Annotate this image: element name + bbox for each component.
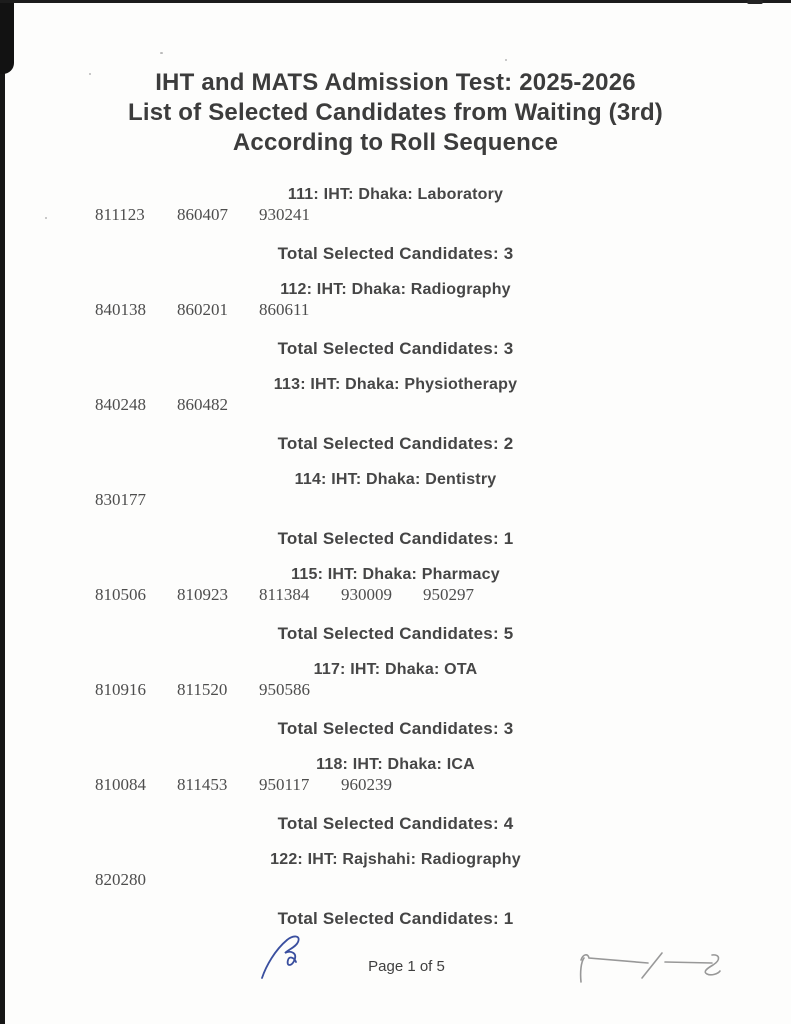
roll-number-row (0, 205, 791, 225)
scan-corner-top-left (0, 0, 14, 74)
title-line-3: According to Roll Sequence (232, 129, 559, 156)
roll-number: 840248 (95, 395, 146, 414)
section-heading: 111: IHT: Dhaka: Laboratory (287, 186, 504, 203)
section-111-laboratory (0, 185, 791, 264)
total-selected-line: Total Selected Candidates: 3 (277, 244, 514, 263)
total-selected-line: Total Selected Candidates: 3 (277, 719, 514, 738)
document-title (0, 68, 791, 158)
roll-number-row (0, 585, 791, 605)
roll-number: 860201 (177, 300, 228, 319)
section-heading: 112: IHT: Dhaka: Radiography (280, 281, 511, 298)
roll-number: 811520 (177, 680, 228, 699)
roll-number: 860407 (177, 205, 228, 224)
section-heading: 115: IHT: Dhaka: Pharmacy (291, 566, 500, 583)
scan-speck (160, 52, 163, 54)
roll-number-row (0, 870, 791, 890)
scan-speck (45, 217, 47, 219)
roll-number: 810916 (95, 680, 146, 699)
roll-number: 810506 (95, 585, 146, 604)
scan-speck (89, 73, 91, 75)
roll-number: 950586 (259, 680, 310, 699)
roll-number: 950117 (259, 775, 310, 794)
roll-number: 930241 (259, 205, 310, 224)
total-selected-line: Total Selected Candidates: 5 (277, 624, 514, 643)
roll-number: 830177 (95, 490, 146, 509)
total-selected-line: Total Selected Candidates: 4 (277, 814, 514, 833)
roll-number: 860611 (259, 300, 310, 319)
scan-speck (505, 59, 507, 61)
roll-number: 811123 (95, 205, 145, 224)
total-selected-line: Total Selected Candidates: 1 (277, 909, 514, 928)
scan-edge-left (0, 0, 5, 1024)
roll-number: 840138 (95, 300, 146, 319)
roll-number: 950297 (423, 585, 474, 604)
section-heading: 113: IHT: Dhaka: Physiotherapy (273, 376, 518, 393)
roll-number: 860482 (177, 395, 228, 414)
section-122-rajshahi-radiography (0, 850, 791, 929)
roll-number-row (0, 680, 791, 700)
roll-number: 810923 (177, 585, 228, 604)
roll-number: 960239 (341, 775, 392, 794)
pencil-signature-icon (572, 942, 732, 995)
scan-edge-top (0, 0, 791, 3)
scan-mark-top-right (747, 0, 763, 4)
section-heading: 117: IHT: Dhaka: OTA (313, 661, 478, 678)
section-heading: 118: IHT: Dhaka: ICA (316, 756, 475, 773)
section-115-pharmacy (0, 565, 791, 644)
total-selected-line: Total Selected Candidates: 2 (277, 434, 514, 453)
roll-number-row (0, 395, 791, 415)
roll-number: 820280 (95, 870, 146, 889)
roll-number: 810084 (95, 775, 146, 794)
section-112-radiography (0, 280, 791, 359)
roll-number: 930009 (341, 585, 392, 604)
total-selected-line: Total Selected Candidates: 1 (277, 529, 514, 548)
roll-number-row (0, 300, 791, 320)
page-number: Page 1 of 5 (368, 958, 445, 975)
section-118-ica (0, 755, 791, 834)
section-113-physiotherapy (0, 375, 791, 454)
roll-number-row (0, 490, 791, 510)
sections-list (0, 185, 791, 929)
title-line-1: IHT and MATS Admission Test: 2025-2026 (155, 69, 636, 96)
total-selected-line: Total Selected Candidates: 3 (277, 339, 514, 358)
roll-number: 811453 (177, 775, 228, 794)
section-114-dentistry (0, 470, 791, 549)
section-heading: 122: IHT: Rajshahi: Radiography (270, 851, 521, 868)
title-line-2: List of Selected Candidates from Waiting (3rd) (127, 99, 664, 126)
roll-number: 811384 (259, 585, 310, 604)
section-heading: 114: IHT: Dhaka: Dentistry (294, 471, 497, 488)
roll-number-row (0, 775, 791, 795)
section-117-ota (0, 660, 791, 739)
